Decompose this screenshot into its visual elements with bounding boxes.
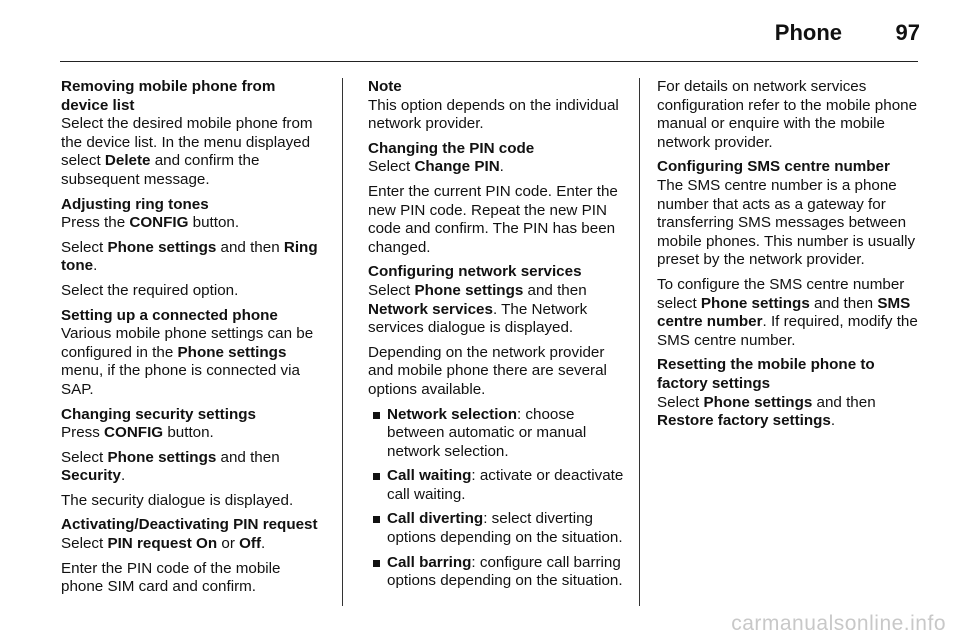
paragraph: For details on network services configuration refer to the mobile phone manual or enquire with the mobile network provider.: [657, 78, 918, 151]
bold-term: Network selection: [387, 405, 517, 423]
section-text: Select the desired mobile phone from the device list. In the menu displayed select Delete and confirm the subsequent message.: [61, 115, 313, 188]
note-heading: Note: [368, 78, 402, 95]
column-middle: [368, 78, 630, 597]
options-list: [368, 406, 630, 591]
section-network-services: [368, 263, 630, 591]
section-heading: Setting up a connected phone: [61, 306, 278, 324]
bold-term: Restore factory settings: [657, 412, 831, 430]
section-heading: Activating/Deactivating PIN request: [61, 516, 318, 534]
paragraph: Depending on the network provider and mobile phone there are several options available.: [368, 343, 607, 398]
list-item: Call barring: configure call barring options depending on the situation.: [368, 554, 630, 591]
paragraph: Press CONFIG button.: [61, 424, 214, 442]
bold-term: Phone settings: [107, 448, 217, 466]
bullet-square-icon: [373, 560, 380, 567]
bold-term: Call barring: [387, 553, 472, 571]
section-heading: Changing security settings: [61, 405, 256, 423]
bold-term: CONFIG: [129, 214, 189, 232]
bold-term: Phone settings: [703, 393, 813, 411]
watermark: carmanualsonline.info: [731, 612, 946, 635]
bold-term: Delete: [104, 152, 151, 170]
paragraph: Select Phone settings and then Security.: [61, 448, 280, 485]
section-text: Various mobile phone settings can be configured in the Phone settings menu, if the phone is connected via SAP.: [61, 325, 314, 398]
column-left: [61, 78, 323, 603]
paragraph: Select PIN request On or Off.: [61, 535, 266, 553]
section-heading: Configuring network services: [368, 263, 582, 281]
bullet-square-icon: [373, 473, 380, 480]
bold-term: Phone settings: [414, 281, 524, 299]
page-header: [0, 0, 960, 62]
section-connected-phone: [61, 307, 323, 400]
section-factory-reset: [657, 356, 919, 430]
section-heading: Resetting the mobile phone to factory settings: [657, 356, 875, 392]
section-sms-centre: [657, 158, 919, 350]
bold-term: Ring tone: [61, 238, 318, 275]
list-item: Call waiting: activate or deactivate call waiting.: [368, 467, 630, 504]
header-rule: [60, 61, 918, 62]
paragraph: The SMS centre number is a phone number that acts as a gateway for transferring SMS messages between mobile phones. This number is usually preset by the network provider.: [657, 176, 916, 269]
section-removing-phone: [61, 78, 323, 190]
bold-term: Call diverting: [387, 510, 484, 528]
bold-term: Off: [239, 535, 262, 553]
list-item: Network selection: choose between automatic or manual network selection.: [368, 406, 630, 462]
bold-term: Change PIN: [414, 158, 500, 176]
column-divider: [342, 78, 343, 606]
section-heading: Removing mobile phone from device list: [61, 78, 276, 114]
column-divider: [639, 78, 640, 606]
section-pin-request: [61, 516, 323, 596]
bullet-square-icon: [373, 412, 380, 419]
section-change-pin: [368, 140, 630, 258]
list-item: Call diverting: select diverting options depending on the situation.: [368, 510, 630, 547]
paragraph: Select the required option.: [61, 281, 239, 299]
bold-term: Phone settings: [177, 343, 287, 361]
section-heading: Changing the PIN code: [368, 139, 535, 157]
bold-term: Phone settings: [700, 294, 810, 312]
paragraph: To configure the SMS centre number select Phone settings and then SMS centre number. If required, modify the SMS centre number.: [657, 275, 918, 349]
bullet-square-icon: [373, 516, 380, 523]
note-box: [368, 78, 630, 134]
paragraph: Press the CONFIG button.: [61, 214, 240, 232]
paragraph: Select Phone settings and then Ring tone.: [61, 238, 318, 275]
paragraph: Enter the PIN code of the mobile phone SIM card and confirm.: [61, 559, 281, 596]
paragraph: Select Change PIN.: [368, 158, 504, 176]
page-number: 97: [895, 20, 920, 45]
section-heading: Configuring SMS centre number: [657, 158, 890, 176]
bold-term: SMS centre number: [657, 294, 911, 331]
bold-term: Call waiting: [387, 467, 472, 485]
section-ring-tones: [61, 196, 323, 301]
column-right: [657, 78, 919, 437]
bold-term: PIN request On: [107, 535, 218, 553]
bold-term: Security: [61, 467, 121, 485]
bold-term: Phone settings: [107, 238, 217, 256]
paragraph: Select Phone settings and then Restore factory settings.: [657, 393, 876, 430]
section-heading: Adjusting ring tones: [61, 195, 209, 213]
note-text: This option depends on the individual network provider.: [368, 96, 619, 133]
bold-term: CONFIG: [104, 424, 164, 442]
paragraph: Enter the current PIN code. Enter the new PIN code. Repeat the new PIN code and confirm. The PIN has been changed.: [368, 182, 618, 256]
paragraph: The security dialogue is displayed.: [61, 491, 294, 509]
bold-term: Network services: [368, 300, 493, 318]
page-title: Phone: [774, 20, 842, 45]
section-security-settings: [61, 406, 323, 511]
paragraph: Select Phone settings and then Network services. The Network services dialogue is displayed.: [368, 281, 588, 337]
